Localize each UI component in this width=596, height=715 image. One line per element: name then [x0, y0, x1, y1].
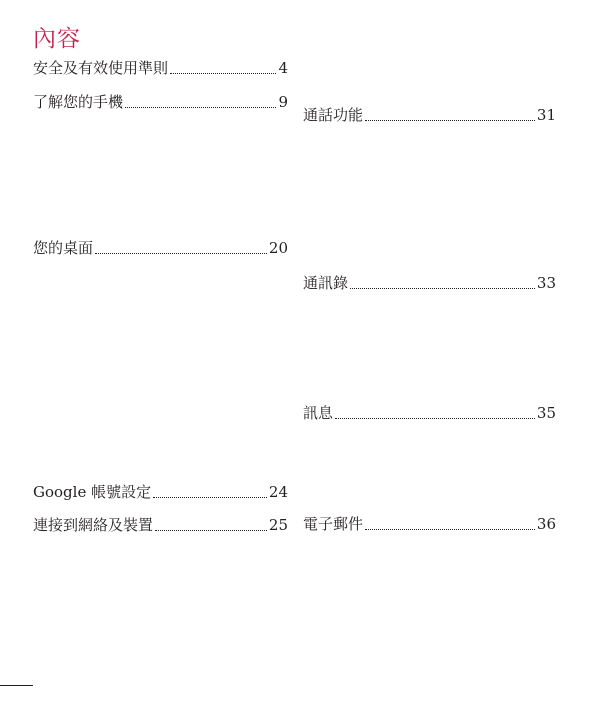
- toc-entry[interactable]: [33, 514, 288, 536]
- dot-leader: [170, 72, 276, 74]
- toc-entry[interactable]: [33, 237, 288, 259]
- toc-entry-label: 您的桌面: [33, 239, 94, 257]
- toc-entry-label: 電子郵件: [303, 515, 364, 533]
- toc-page-number: 24: [268, 483, 288, 501]
- dot-leader: [335, 417, 535, 419]
- toc-entry[interactable]: [33, 91, 288, 113]
- toc-page-number: 4: [278, 59, 288, 77]
- dot-leader: [95, 252, 267, 254]
- toc-entry[interactable]: [303, 104, 556, 126]
- toc-page-number: 20: [268, 239, 288, 257]
- toc-entry-label: Google 帳號設定: [33, 483, 152, 501]
- toc-page-number: 31: [536, 106, 556, 124]
- toc-entry[interactable]: [303, 402, 556, 424]
- toc-page-number: 33: [536, 274, 556, 292]
- toc-page-number: 25: [268, 516, 288, 534]
- toc-page-number: 35: [536, 404, 556, 422]
- dot-leader: [153, 496, 267, 498]
- dot-leader: [125, 106, 276, 108]
- toc-entry[interactable]: [33, 57, 288, 79]
- toc-entry-label: 訊息: [303, 404, 334, 422]
- page-title: 內容: [33, 26, 81, 52]
- dot-leader: [365, 119, 535, 121]
- toc-entry-label: 通話功能: [303, 106, 364, 124]
- toc-entry-label: 連接到網絡及裝置: [33, 516, 154, 534]
- toc-page-number: 36: [536, 515, 556, 533]
- toc-entry-label: 安全及有效使用準則: [33, 59, 169, 77]
- dot-leader: [155, 529, 267, 531]
- toc-entry-label: 通訊錄: [303, 274, 349, 292]
- toc-entry[interactable]: [303, 272, 556, 294]
- toc-entry-label: 了解您的手機: [33, 93, 124, 111]
- toc-page-number: 9: [278, 93, 288, 111]
- dot-leader: [350, 287, 535, 289]
- dot-leader: [365, 528, 535, 530]
- toc-entry[interactable]: [303, 513, 556, 535]
- toc-entry[interactable]: [33, 481, 288, 503]
- footer-rule: [0, 685, 33, 686]
